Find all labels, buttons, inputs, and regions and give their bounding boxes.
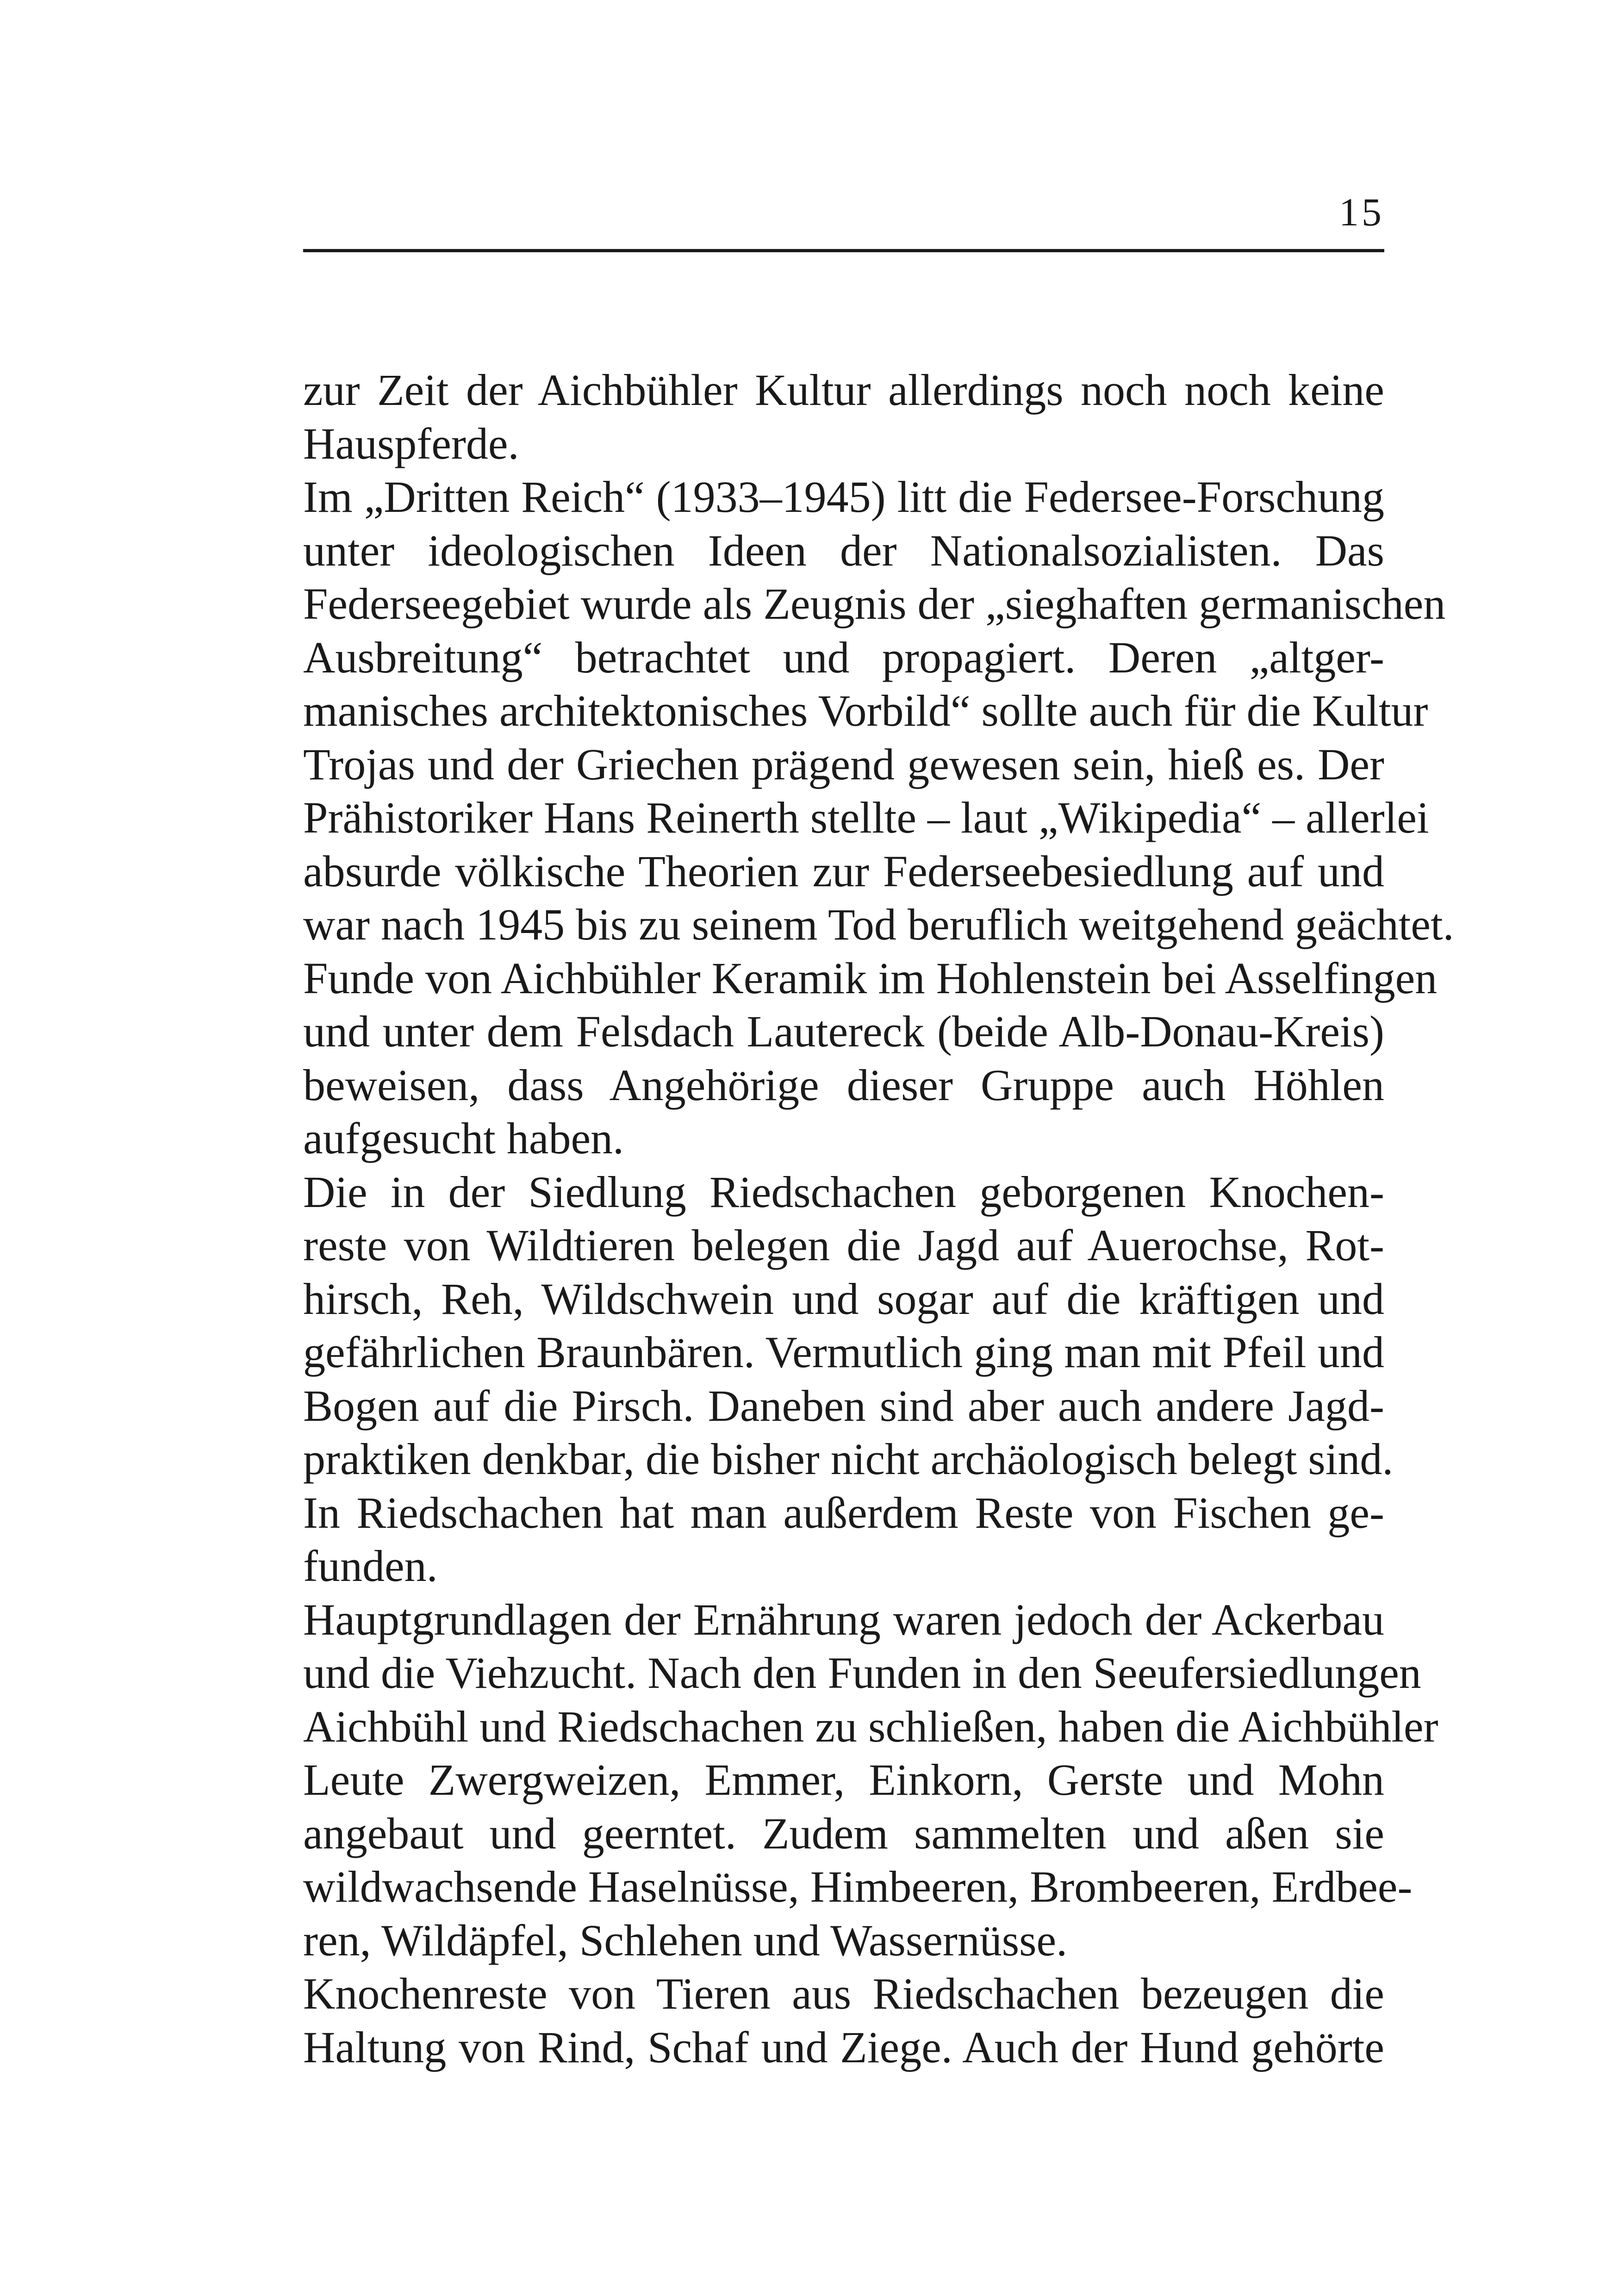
text-line: wildwachsende Haselnüsse, Himbeeren, Brombeeren, Erdbee- [303,1862,1413,1911]
text-line: manisches architektonisches Vorbild“ sollte auch für die Kultur [303,686,1428,735]
text-line: Prähistoriker Hans Reinerth stellte – laut „Wikipedia“ – allerlei [303,793,1429,842]
text-line: angebaut und geerntet. Zudem sammelten und aßen sie [303,1808,1384,1858]
text-line: war nach 1945 bis zu seinem Tod beruflich weitgehend geächtet. [303,900,1454,949]
text-line: Leute Zwergweizen, Emmer, Einkorn, Gerste und Mohn [303,1755,1384,1804]
header-rule [303,249,1384,252]
text-line: Aichbühl und Riedschachen zu schließen, haben die Aichbühler [303,1701,1438,1751]
text-line: In Riedschachen hat man außerdem Reste von Fischen ge- [303,1487,1384,1537]
page-number: 15 [1339,190,1384,234]
text-line: und unter dem Felsdach Lautereck (beide Alb-Donau-Kreis) [303,1007,1384,1056]
text-line: Knochenreste von Tieren aus Riedschachen bezeugen die [303,1969,1384,2018]
text-line: ren, Wildäpfel, Schlehen und Wassernüsse. [303,1915,1068,1965]
text-line: praktiken denkbar, die bisher nicht archäologisch belegt sind. [303,1434,1394,1484]
text-line: Die in der Siedlung Riedschachen geborgenen Knochen- [303,1167,1384,1217]
text-line: Im „Dritten Reich“ (1933–1945) litt die Federsee-Forschung [303,472,1384,522]
text-line: Funde von Aichbühler Keramik im Hohlenstein bei Asselfingen [303,953,1438,1003]
text-line: funden. [303,1541,438,1591]
text-line: Ausbreitung“ betrachtet und propagiert. Deren „altger- [303,632,1384,682]
body-text [303,363,1454,2074]
text-line: Bogen auf die Pirsch. Daneben sind aber auch andere Jagd- [303,1381,1384,1431]
text-line: Federseegebiet wurde als Zeugnis der „sieghaften germanischen [303,579,1446,628]
text-line: und die Viehzucht. Nach den Funden in den Seeufersiedlungen [303,1648,1421,1698]
text-line: hirsch, Reh, Wildschwein und sogar auf die kräftigen und [303,1274,1384,1324]
text-line: Hauptgrundlagen der Ernährung waren jedoch der Ackerbau [303,1594,1384,1644]
text-line: reste von Wildtieren belegen die Jagd auf Auerochse, Rot- [303,1220,1384,1270]
text-line: Hauspferde. [303,418,519,468]
text-line: beweisen, dass Angehörige dieser Gruppe auch Höhlen [303,1060,1384,1110]
text-line: Trojas und der Griechen prägend gewesen sein, hieß es. Der [303,739,1384,789]
text-line: Haltung von Rind, Schaf und Ziege. Auch der Hund gehörte [303,2022,1384,2072]
text-line: zur Zeit der Aichbühler Kultur allerdings noch noch keine [303,365,1384,415]
text-line: absurde völkische Theorien zur Federseebesiedlung auf und [303,846,1384,896]
text-line: gefährlichen Braunbären. Vermutlich ging man mit Pfeil und [303,1327,1384,1377]
text-line: aufgesucht haben. [303,1114,624,1163]
text-line: unter ideologischen Ideen der Nationalsozialisten. Das [303,525,1384,575]
